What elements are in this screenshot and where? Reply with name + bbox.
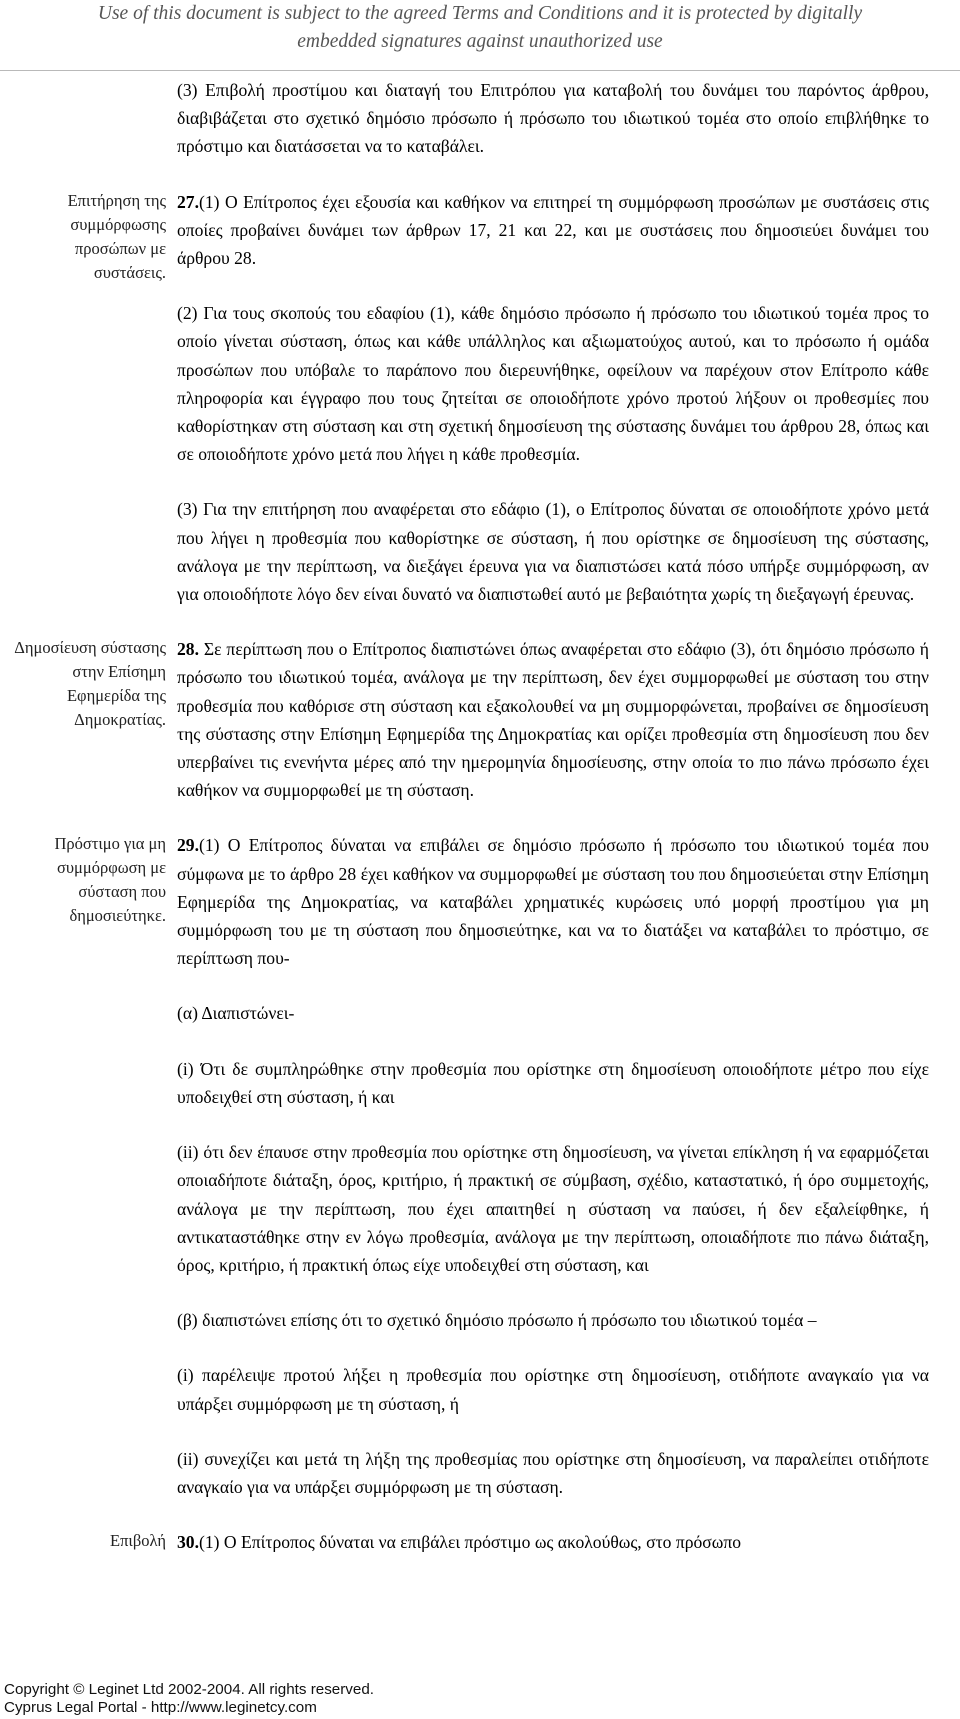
section-30-paragraph-1 — [177, 1528, 929, 1556]
section-29 — [0, 831, 960, 1501]
margin-note-27: Επιτήρηση της συμμόρφωσης προσώπων με συστάσεις. — [67, 190, 166, 282]
margin-note-29: Πρόστιμο για μη συμμόρφωση με σύσταση που δημοσιεύτηκε. — [54, 834, 166, 926]
section-30-text-1: (1) Ο Επίτροπος δύναται να επιβάλει πρόστιμο ως ακολούθως, στο πρόσωπο — [199, 1532, 742, 1553]
section-number-27: 27. — [177, 191, 199, 212]
header-divider — [0, 70, 960, 71]
section-28-paragraph-1 — [177, 635, 929, 804]
copyright-line: Copyright © Leginet Ltd 2002-2004. All rights reserved. — [4, 1681, 375, 1698]
section-29-item-a-ii: (ii) ότι δεν έπαυσε στην προθεσμία που ορίστηκε στη δημοσίευση, να γίνεται επίκληση ή να εφαρμόζεται οποιαδήποτε διάταξη, όρος, κριτήριο, ή πρακτική σε σύμβαση, σχέδιο, καταστατικό, ή όρο συμμετοχής, ανάλογα με την περίπτωση, που έχει απαιτηθεί η σύσταση να παύσει, ή δεν εξαλείφθηκε, ή αντικαταστάθηκε στην εν λόγω προθεσμία, ανάλογα με την περίπτωση, οποιαδήποτε πιο πάνω διάταξη, όρος, κριτήριο, ή πρακτική όπως είχε υποδειχθεί στη σύσταση, και — [177, 1142, 929, 1275]
section-number-28: 28. — [177, 639, 199, 660]
section-28 — [0, 635, 960, 804]
protection-notice-line-1: Use of this document is subject to the agreed Terms and Conditions and it is protected by digitally — [97, 3, 863, 24]
portal-line: Cyprus Legal Portal - http://www.leginetcy.com — [4, 1699, 317, 1716]
section-27-paragraph-2: (2) Για τους σκοπούς του εδαφίου (1), κάθε δημόσιο πρόσωπο ή πρόσωπο του ιδιωτικού τομέα προς το οποίο γίνεται σύσταση, όπως και κάθε υπάλληλος και αξιωματούχος αυτού, και το πρόσωπο ή ομάδα προσώπων που υπόβαλε το παράπονο που διερευνήθηκε, οφείλουν να παρέχουν στον Επίτροπο κάθε πληροφορία και έγγραφο που τους ζητείται σε οποιοδήποτε χρόνο προτού λήξουν οι προθεσμίες που καθορίστηκαν στη σύσταση και στη σχετική δημοσίευση της σύστασης δυνάμει του άρθρου 28, όπως και σε οποιοδήποτε χρόνο μετά που λήγει η κάθε προθεσμία. — [177, 303, 929, 465]
protection-notice-line-2: embedded signatures against unauthorized use — [297, 31, 663, 52]
section-29-item-a-i: (i) Ότι δε συμπληρώθηκε στην προθεσμία που ορίστηκε στη δημοσίευση οποιοδήποτε μέτρο που είχε υποδειχθεί στη σύσταση, ή και — [177, 1058, 929, 1107]
section-29-item-b-i: (i) παρέλειψε προτού λήξει η προθεσμία που ορίστηκε στη δημοσίευση, οτιδήποτε αναγκαίο για να υπάρξει συμμόρφωση με τη σύσταση, ή — [177, 1365, 929, 1414]
intro-paragraph: (3) Επιβολή προστίμου και διαταγή του Επιτρόπου για καταβολή του δυνάμει του παρόντος άρθρου, διαβιβάζεται στο σχετικό δημόσιο πρόσωπο ή πρόσωπο του ιδιωτικού τομέα στο οποίο επιβλήθηκε το πρόστιμο και διατάσσεται να το καταβάλει. — [177, 80, 929, 157]
section-27-paragraph-3: (3) Για την επιτήρηση που αναφέρεται στο εδάφιο (1), ο Επίτροπος δύναται σε οποιοδήποτε χρόνο μετά που λήγει η προθεσμία που καθορίστηκε σε σύσταση, ή που ορίστηκε σε δημοσίευση της σύστασης, ανάλογα με την περίπτωση, να διεξάγει έρευνα για να διαπιστώσει κατά πόσο υπήρξε συμμόρφωση, αν για οποιοδήποτε λόγο δεν είναι δυνατό να διαπιστωθεί αυτό με βεβαιότητα χωρίς τη διεξαγωγή έρευνας. — [177, 499, 929, 605]
margin-note-28: Δημοσίευση σύστασης στην Επίσημη Εφημερίδα της Δημοκρατίας. — [14, 638, 166, 730]
section-29-paragraph-1 — [177, 831, 929, 972]
section-29-item-a: (α) Διαπιστώνει- — [177, 1003, 295, 1024]
section-27-text-1: (1) Ο Επίτροπος έχει εξουσία και καθήκον να επιτηρεί τη συμμόρφωση προσώπων με συστάσεις στις οποίες προβαίνει δυνάμει των άρθρων 17, 21 και 22, και με συστάσεις που δημοσιεύει δυνάμει του άρθρου 28. — [177, 191, 929, 269]
section-27-paragraph-1 — [177, 188, 929, 273]
section-29-item-b-ii: (ii) συνεχίζει και μετά τη λήξη της προθεσμίας που ορίστηκε στη δημοσίευση, να παραλείπει οτιδήποτε αναγκαίο για να υπάρξει συμμόρφωση με τη σύσταση. — [177, 1448, 929, 1497]
protection-notice — [0, 0, 960, 56]
margin-note-30: Επιβολή — [110, 1531, 166, 1551]
section-number-29: 29. — [177, 835, 199, 856]
section-27 — [0, 188, 960, 609]
section-30 — [0, 1528, 960, 1556]
intro-section — [0, 76, 960, 161]
section-29-item-b: (β) διαπιστώνει επίσης ότι το σχετικό δημόσιο πρόσωπο ή πρόσωπο του ιδιωτικού τομέα – — [177, 1310, 817, 1331]
section-number-30: 30. — [177, 1532, 199, 1553]
copyright-footer — [0, 1679, 428, 1719]
document-body — [0, 76, 960, 1583]
section-28-text-1: Σε περίπτωση που ο Επίτροπος διαπιστώνει όπως αναφέρεται στο εδάφιο (3), ότι δημόσιο πρόσωπο ή πρόσωπο του ιδιωτικού τομέα, ανάλογα με την περίπτωση, δεν έχει συμμορφωθεί με σύσταση του στην προθεσμία που καθόρισε στη σύσταση και εξακολουθεί να μη συμμορφώνεται, προβαίνει σε δημοσίευση της σύστασης στην Επίσημη Εφημερίδα της Δημοκρατίας και ορίζει προθεσμία στη δημοσίευση που δεν υπερβαίνει τις ενενήντα μέρες από την ημερομηνία δημοσίευσης, στην οποία το πιο πάνω πρόσωπο έχει καθήκον να συμμορφωθεί με τη σύσταση. — [177, 639, 929, 801]
section-29-text-1: (1) Ο Επίτροπος δύναται να επιβάλει σε δημόσιο πρόσωπο ή πρόσωπο του ιδιωτικού τομέα που σύμφωνα με το άρθρο 28 έχει καθήκον να συμμορφωθεί με σύσταση του που δημοσιεύεται στην Επίσημη Εφημερίδα της Δημοκρατίας, να καταβάλει χρηματικές κυρώσεις υπό μορφή προστίμου για μη συμμόρφωση του με τη σύσταση που δημοσιεύτηκε, και να το διατάξει να καταβάλει το πρόστιμο, σε περίπτωση που- — [177, 835, 929, 969]
